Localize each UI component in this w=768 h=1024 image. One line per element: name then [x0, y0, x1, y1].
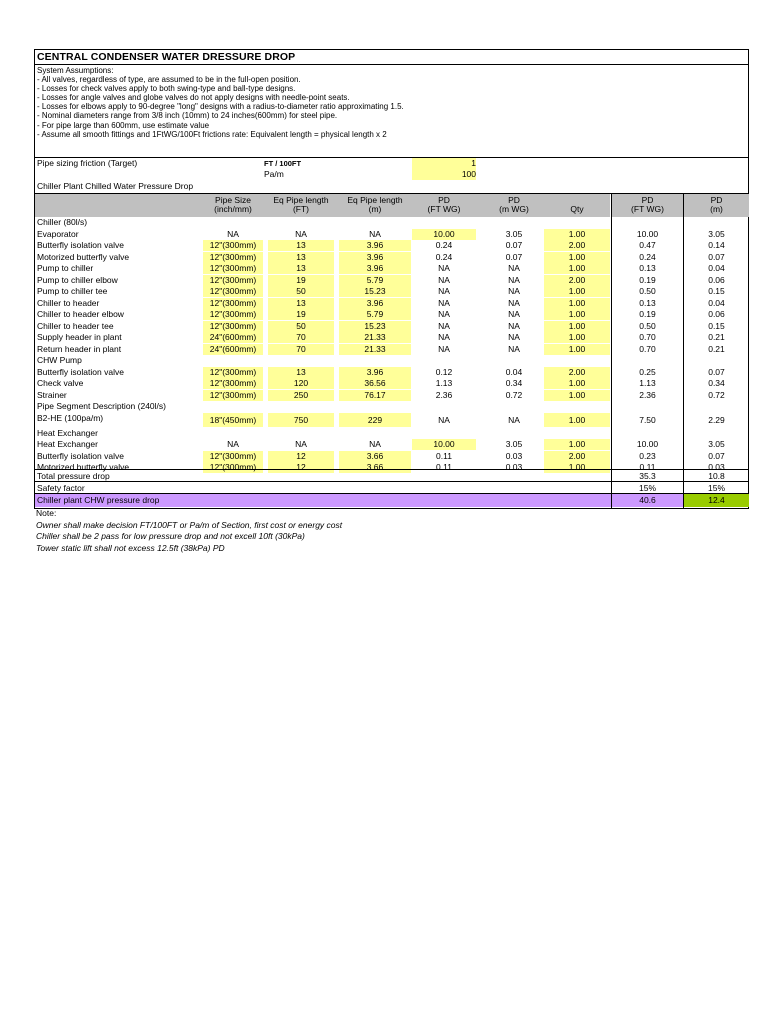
row-label: Return header in plant [37, 343, 122, 354]
cell-size[interactable]: 12"(300mm) [203, 263, 263, 274]
assumption-line: System Assumptions: [37, 66, 114, 75]
group-heading: CHW Pump [37, 355, 82, 365]
cell-m[interactable]: 5.79 [339, 275, 411, 286]
cell-qty[interactable]: 1.00 [544, 263, 610, 274]
sizing-unit-ft: FT / 100FT [264, 159, 302, 168]
row-label: Chiller to header [37, 297, 100, 308]
sizing-unit-pa: Pa/m [264, 169, 284, 179]
cell-pdm: NA [508, 414, 520, 425]
cell-size: NA [227, 439, 239, 449]
cell-pdft: NA [438, 414, 450, 425]
cell-pdft: 0.11 [436, 450, 452, 461]
cell-tm: 2.29 [708, 414, 725, 425]
cell-pdm: 3.05 [505, 439, 523, 449]
cell-pdm: 0.72 [505, 389, 523, 400]
cell-qty[interactable]: 1.00 [544, 332, 610, 343]
column-header: PD [508, 195, 520, 205]
cell-tm: 0.15 [708, 286, 725, 296]
divider [35, 157, 748, 158]
assumption-line: - All valves, regardless of type, are assumed to be in the full-open position. [37, 75, 301, 85]
cell-tft: 0.50 [639, 320, 656, 331]
cell-pdft: 0.24 [435, 251, 453, 262]
group-heading: Chiller (80l/s) [37, 217, 88, 227]
column-header: Eq Pipe length [347, 195, 403, 205]
assumption-line: - For pipe large than 600mm, use estimate value [37, 120, 210, 130]
cell-tm: 0.15 [708, 320, 725, 331]
total-ft: 15% [638, 483, 656, 493]
row-label: Chiller to header elbow [37, 309, 124, 319]
cell-tft: 0.47 [639, 240, 656, 250]
cell-m[interactable]: 3.96 [339, 298, 411, 309]
cell-pdft: NA [438, 274, 450, 285]
cell-tft: 0.13 [639, 263, 656, 273]
cell-tft: 0.19 [639, 274, 656, 285]
cell-qty[interactable]: 2.00 [544, 367, 610, 378]
notes-heading: Note: [36, 508, 57, 518]
column-header: (FT WG) [427, 204, 461, 214]
cell-pdm: NA [508, 309, 520, 319]
row-label: Chiller to header tee [37, 320, 114, 331]
row-label: Motorized butterfly valve [37, 462, 130, 472]
cell-ft[interactable]: 13 [268, 367, 334, 378]
row-label: Evaporator [37, 228, 79, 239]
cell-qty[interactable]: 1.00 [544, 413, 610, 427]
cell-pdft: 2.36 [435, 389, 453, 400]
cell-qty[interactable]: 1.00 [544, 252, 610, 263]
cell-pdm: 0.03 [505, 462, 523, 472]
column-header: Pipe Size [215, 195, 251, 205]
column-header: Qty [570, 204, 584, 214]
cell-qty[interactable]: 1.00 [544, 286, 610, 297]
cell-qty[interactable]: 1.00 [544, 309, 610, 320]
cell-tm: 0.34 [708, 378, 725, 388]
cell-m[interactable]: 15.23 [339, 321, 411, 332]
cell-pdft: 1.13 [435, 378, 453, 388]
total-label: Total pressure drop [37, 471, 110, 481]
total-m: 10.8 [708, 471, 725, 481]
cell-size[interactable]: 12"(300mm) [203, 390, 263, 401]
cell-size[interactable]: 12"(300mm) [203, 321, 263, 332]
assumption-line: - Assume all smooth fittings and 1FtWG/100Ft frictions rate: Equivalent length = physical length x 2 [37, 129, 387, 139]
cell-m[interactable]: 3.66 [339, 462, 411, 473]
note-line: Chiller shall be 2 pass for low pressure drop and not excell 10ft (30kPa) [36, 531, 305, 541]
sheet-title: CENTRAL CONDENSER WATER DRESSURE DROP [37, 51, 296, 63]
cell-ft[interactable]: 250 [268, 390, 334, 401]
column-header: (m WG) [499, 204, 529, 214]
column-header: PD [641, 195, 654, 205]
row-label: Butterfly isolation valve [37, 450, 124, 461]
cell-m[interactable]: 15.23 [339, 286, 411, 297]
cell-qty[interactable]: 1.00 [544, 321, 610, 332]
cell-size[interactable]: 12"(300mm) [203, 309, 263, 320]
cell-qty[interactable]: 1.00 [544, 298, 610, 309]
cell-tm: 0.04 [708, 297, 725, 308]
row-label: Strainer [37, 389, 67, 400]
column-header: PD [438, 195, 450, 205]
cell-ft[interactable]: 19 [268, 309, 334, 320]
total-m: 15% [707, 483, 725, 493]
cell-qty[interactable]: 1.00 [544, 344, 610, 355]
cell-size[interactable]: 24"(600mm) [203, 332, 263, 343]
note-line: Tower static lift shall not excess 12.5ft (38kPa) PD [36, 542, 225, 553]
sizing-value-pa[interactable]: 100 [412, 169, 476, 180]
cell-tm: 3.05 [708, 228, 725, 239]
cell-tft: 0.11 [639, 462, 656, 472]
cell-qty[interactable]: 1.00 [544, 462, 610, 473]
cell-pdft: NA [438, 332, 450, 342]
cell-pdft: NA [438, 297, 450, 308]
cell-pdm: NA [508, 286, 520, 296]
worksheet [34, 49, 749, 509]
group-heading: Pipe Segment Description (240l/s) [37, 401, 166, 411]
cell-size[interactable]: 12"(300mm) [203, 451, 263, 462]
cell-tft: 0.19 [639, 309, 656, 319]
cell-tm: 0.06 [708, 309, 725, 319]
cell-tft: 0.23 [639, 450, 656, 461]
row-label: Check valve [37, 378, 84, 388]
assumption-line: - Losses for angle valves and globe valves do not apply designs with needle-point seats. [37, 93, 350, 103]
cell-pdm: NA [508, 343, 520, 354]
cell-pdft: NA [438, 320, 450, 331]
cell-tm: 0.03 [708, 462, 725, 472]
cell-tm: 0.21 [708, 332, 725, 342]
cell-size[interactable]: 18"(450mm) [203, 413, 263, 427]
assumption-line: - Losses for check valves apply to both swing-type and ball-type designs. [37, 84, 296, 94]
cell-tft: 0.70 [639, 343, 656, 354]
cell-pdft: NA [438, 343, 450, 354]
divider [35, 64, 748, 65]
cell-size[interactable]: 12"(300mm) [203, 367, 263, 378]
cell-qty[interactable]: 2.00 [544, 451, 610, 462]
cell-tft: 0.13 [639, 297, 656, 308]
assumption-line: - Nominal diameters range from 3/8 inch (10mm) to 24 inches(600mm) for steel pipe. [37, 111, 338, 121]
cell-qty[interactable]: 1.00 [544, 390, 610, 401]
cell-ft: NA [295, 439, 307, 449]
cell-pdm: NA [508, 320, 520, 331]
total-label: Safety factor [37, 483, 85, 493]
cell-tm: 0.07 [708, 251, 725, 262]
cell-tm: 0.04 [708, 263, 725, 273]
cell-m[interactable]: 3.96 [339, 240, 411, 251]
cell-size[interactable]: 12"(300mm) [203, 240, 263, 251]
column-header: (inch/mm) [214, 204, 252, 214]
cell-m[interactable]: 21.33 [339, 344, 411, 355]
cell-ft[interactable]: 50 [268, 321, 334, 332]
group-heading: Heat Exchanger [37, 427, 98, 438]
cell-size[interactable]: 12"(300mm) [203, 275, 263, 286]
divider [35, 469, 748, 470]
row-label: Heat Exchanger [37, 439, 98, 449]
cell-tm: 0.14 [708, 240, 725, 250]
row-label: Pump to chiller elbow [37, 274, 118, 285]
cell-m[interactable]: 3.96 [339, 252, 411, 263]
cell-qty[interactable]: 2.00 [544, 240, 610, 251]
assumption-line: - Losses for elbows apply to 90-degree "long" designs with a radius-to-diameter ratio approximating 1.5. [37, 102, 404, 112]
cell-m[interactable]: 3.96 [339, 263, 411, 274]
cell-ft[interactable]: 70 [268, 332, 334, 343]
row-label: Butterfly isolation valve [37, 366, 124, 377]
cell-m[interactable]: 3.96 [339, 367, 411, 378]
row-label: Pump to chiller [37, 263, 94, 273]
row-label: Supply header in plant [37, 332, 122, 342]
cell-m: NA [369, 228, 381, 239]
cell-tm: 0.72 [708, 389, 725, 400]
cell-tft: 0.70 [639, 332, 656, 342]
total-m: 12.4 [708, 495, 725, 505]
cell-m[interactable]: 5.79 [339, 309, 411, 320]
cell-pdm: NA [508, 263, 520, 273]
column-divider [611, 193, 612, 509]
row-label: Butterfly isolation valve [37, 240, 124, 250]
cell-size[interactable]: 12"(300mm) [203, 462, 263, 473]
cell-tft: 0.24 [639, 251, 656, 262]
cell-tm: 0.06 [708, 274, 725, 285]
cell-pdft[interactable]: 10.00 [412, 229, 476, 240]
cell-ft[interactable]: 750 [268, 413, 334, 427]
cell-tft: 0.25 [639, 366, 656, 377]
column-header: (m) [710, 204, 723, 214]
cell-m[interactable]: 76.17 [339, 390, 411, 401]
cell-pdft: NA [438, 286, 450, 296]
cell-pdm: 0.34 [505, 378, 523, 388]
cell-m: NA [369, 439, 381, 449]
cell-size: NA [227, 228, 239, 239]
cell-ft[interactable]: 70 [268, 344, 334, 355]
cell-tm: 0.07 [708, 366, 725, 377]
cell-pdm: NA [508, 274, 520, 285]
assumptions-block [37, 66, 404, 139]
cell-qty[interactable]: 1.00 [544, 378, 610, 389]
cell-pdft: 0.12 [435, 366, 453, 377]
cell-m[interactable]: 3.66 [339, 451, 411, 462]
cell-m[interactable]: 36.56 [339, 378, 411, 389]
notes-block [36, 508, 342, 554]
cell-ft: NA [295, 228, 307, 239]
cell-ft[interactable]: 13 [268, 240, 334, 251]
cell-ft[interactable]: 19 [268, 275, 334, 286]
cell-tft: 10.00 [636, 228, 659, 239]
cell-pdft: 0.11 [436, 462, 452, 472]
column-header: (FT) [292, 204, 310, 214]
cell-ft[interactable]: 12 [268, 451, 334, 462]
total-label: Chiller plant CHW pressure drop [37, 495, 160, 505]
cell-tft: 2.36 [639, 389, 656, 400]
cell-ft[interactable]: 12 [268, 462, 334, 473]
cell-pdft: NA [438, 309, 450, 319]
cell-ft[interactable]: 13 [268, 263, 334, 274]
cell-pdft: 0.24 [435, 240, 453, 250]
total-ft: 35.3 [639, 471, 656, 481]
cell-tft: 7.50 [639, 414, 656, 425]
note-line: Owner shall make decision FT/100FT or Pa/m of Section, first cost or energy cost [36, 519, 343, 530]
cell-ft[interactable]: 120 [268, 378, 334, 389]
sizing-label: Pipe sizing friction (Target) [37, 158, 138, 168]
cell-pdm: NA [508, 332, 520, 342]
cell-m[interactable]: 21.33 [339, 332, 411, 343]
cell-ft[interactable]: 13 [268, 252, 334, 263]
cell-ft[interactable]: 13 [268, 298, 334, 309]
cell-pdm: 0.04 [505, 366, 523, 377]
cell-tft: 10.00 [636, 439, 659, 449]
row-label: B2-HE (100pa/m) [37, 412, 104, 423]
total-ft: 40.6 [639, 495, 656, 505]
cell-pdm: 3.05 [505, 228, 523, 239]
divider [35, 481, 748, 482]
cell-qty[interactable]: 1.00 [544, 229, 610, 240]
row-label: Motorized butterfly valve [37, 251, 130, 262]
cell-tm: 3.05 [708, 439, 725, 449]
cell-size[interactable]: 12"(300mm) [203, 298, 263, 309]
cell-tm: 0.07 [708, 450, 725, 461]
cell-pdm: NA [508, 297, 520, 308]
row-label: Pump to chiller tee [37, 286, 108, 296]
cell-size[interactable]: 12"(300mm) [203, 286, 263, 297]
cell-pdft[interactable]: 10.00 [412, 439, 476, 450]
cell-size[interactable]: 12"(300mm) [203, 378, 263, 389]
cell-pdm: 0.07 [505, 240, 523, 250]
cell-size[interactable]: 12"(300mm) [203, 252, 263, 263]
cell-pdm: 0.03 [505, 450, 523, 461]
sizing-value-ft[interactable]: 1 [412, 158, 476, 169]
cell-tft: 1.13 [639, 378, 656, 388]
cell-tft: 0.50 [639, 286, 656, 296]
cell-m[interactable]: 229 [339, 413, 411, 427]
column-header: (m) [368, 204, 382, 214]
cell-qty[interactable]: 2.00 [544, 275, 610, 286]
cell-pdft: NA [438, 263, 450, 273]
cell-size[interactable]: 24"(600mm) [203, 344, 263, 355]
column-header: (FT WG) [631, 204, 664, 214]
cell-ft[interactable]: 50 [268, 286, 334, 297]
cell-pdm: 0.07 [505, 251, 523, 262]
column-header: PD [710, 195, 723, 205]
column-divider [683, 193, 684, 509]
cell-qty[interactable]: 1.00 [544, 439, 610, 450]
column-header: Eq Pipe length [273, 195, 329, 205]
section-heading: Chiller Plant Chilled Water Pressure Drop [37, 181, 194, 191]
cell-tm: 0.21 [708, 343, 725, 354]
